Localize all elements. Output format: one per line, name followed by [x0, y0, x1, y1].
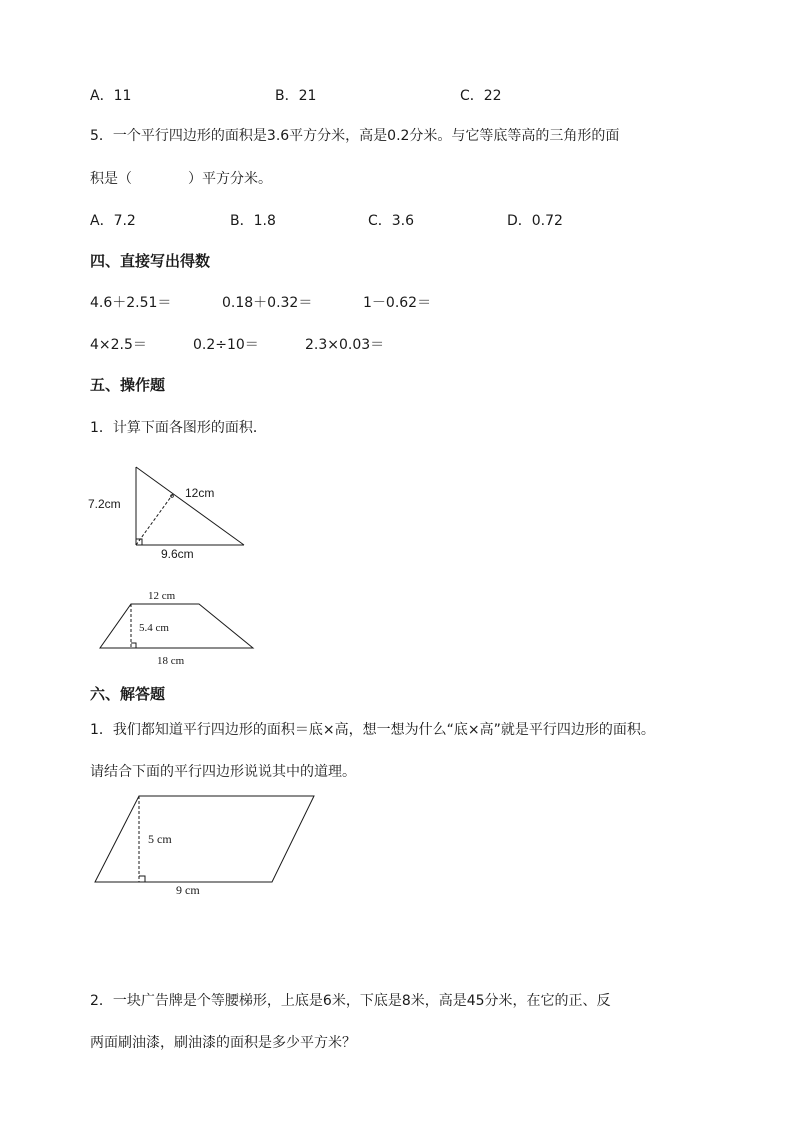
q5-option-c: C．3.6: [368, 213, 415, 229]
q5-text-line1: 5．一个平行四边形的面积是3.6平方分米，高是0.2分米。与它等底等高的三角形的面: [90, 128, 620, 144]
section6-title: 六、解答题: [90, 685, 166, 703]
section4-title: 四、直接写出得数: [90, 252, 211, 270]
right-triangle-figure: [85, 460, 265, 562]
calc-item: 2.3×0.03＝: [305, 337, 385, 353]
trapezoid-bottom-label: 18 cm: [157, 655, 185, 667]
triangle-height-dashed: [136, 494, 173, 545]
section6-q1-line1: 1．我们都知道平行四边形的面积＝底×高，想一想为什么“底×高”就是平行四边形的面积。: [90, 722, 655, 738]
trapezoid-figure: [95, 585, 260, 670]
parallelogram-height-label: 5 cm: [148, 832, 172, 846]
q4-option-a: A．11: [90, 88, 132, 104]
parallelogram-figure: [90, 790, 325, 900]
parallelogram-shape: [95, 796, 314, 882]
section6-q1-line2: 请结合下面的平行四边形说说其中的道理。: [90, 764, 356, 780]
section5-title: 五、操作题: [90, 376, 166, 394]
triangle-hyp-label: 12cm: [185, 486, 215, 500]
right-angle-mark: [139, 876, 145, 882]
calc-item: 1－0.62＝: [363, 295, 432, 311]
q5-option-b: B．1.8: [230, 213, 276, 229]
trapezoid-top-label: 12 cm: [148, 590, 176, 602]
trapezoid-height-label: 5.4 cm: [139, 622, 169, 634]
q4-option-c: C．22: [460, 88, 502, 104]
q5-option-a: A．7.2: [90, 213, 136, 229]
parallelogram-base-label: 9 cm: [176, 883, 200, 897]
calc-item: 4.6＋2.51＝: [90, 295, 172, 311]
calc-item: 4×2.5＝: [90, 337, 147, 353]
q4-option-b: B．21: [275, 88, 317, 104]
triangle-base-label: 9.6cm: [161, 547, 194, 561]
calc-item: 0.18＋0.32＝: [222, 295, 313, 311]
calc-item: 0.2÷10＝: [193, 337, 259, 353]
q5-option-d: D．0.72: [507, 213, 563, 229]
trapezoid-shape: [100, 604, 253, 648]
section5-q1-text: 1．计算下面各图形的面积．: [90, 420, 267, 436]
right-angle-mark: [131, 643, 136, 648]
q5-text-line2: 积是（ ）平方分米。: [90, 171, 272, 187]
section6-q2-line2: 两面刷油漆，刷油漆的面积是多少平方米？: [90, 1035, 356, 1051]
triangle-left-label: 7.2cm: [88, 497, 121, 511]
triangle-hypotenuse: [136, 467, 244, 545]
section6-q2-line1: 2．一块广告牌是个等腰梯形，上底是6米，下底是8米，高是45分米，在它的正、反: [90, 993, 611, 1009]
